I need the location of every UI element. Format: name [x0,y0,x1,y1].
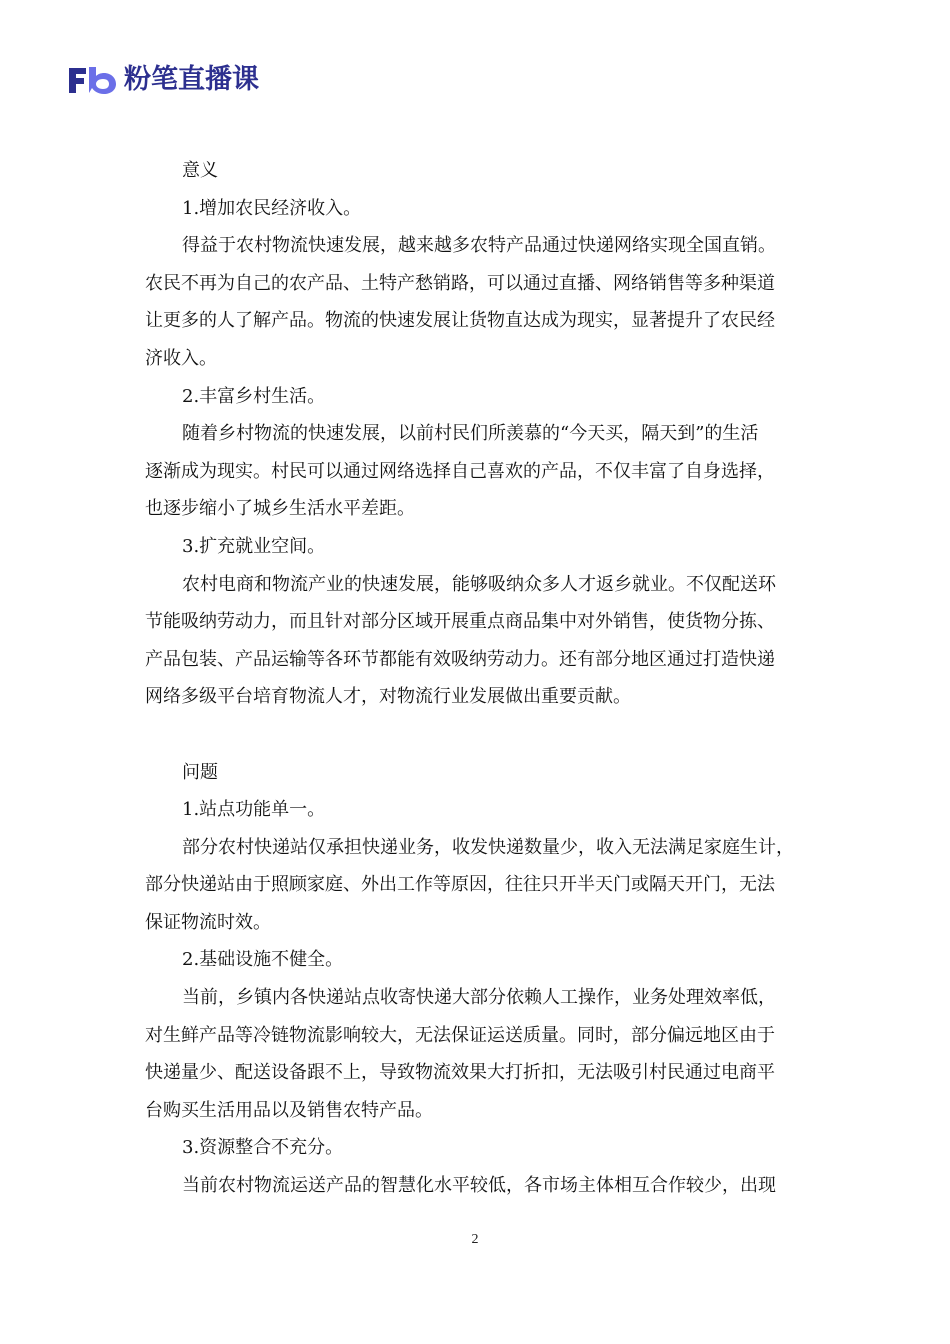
paragraph-line: 让更多的人了解产品。物流的快速发展让货物直达成为现实，显著提升了农民经 [145,310,775,332]
page-number: 2 [471,1232,479,1247]
section-title-significance: 意义 [182,160,218,181]
paragraph-line: 部分快递站由于照顾家庭、外出工作等原因，往往只开半天门或隔天开门，无法 [145,874,775,896]
paragraph-line: 对生鲜产品等冷链物流影响较大，无法保证运送质量。同时，部分偏远地区由于 [145,1024,775,1046]
item-title: 1.站点功能单一。 [182,799,326,821]
item-title: 1.增加农民经济收入。 [182,197,362,219]
paragraph-line: 得益于农村物流快速发展，越来越多农特产品通过快递网络实现全国直销。 [182,235,776,257]
item-title: 3.扩充就业空间。 [182,535,326,557]
paragraph-line: 济收入。 [145,347,217,369]
paragraph-line: 农民不再为自己的农产品、土特产愁销路，可以通过直播、网络销售等多种渠道 [145,272,775,294]
section-title-problems: 问题 [182,761,218,783]
paragraph-line: 当前农村物流运送产品的智慧化水平较低，各市场主体相互合作较少，出现 [182,1175,776,1197]
item-title: 2.丰富乡村生活。 [182,385,326,407]
item-title: 3.资源整合不充分。 [182,1137,344,1159]
fb-logo-icon [66,64,118,96]
paragraph-line: 台购买生活用品以及销售农特产品。 [145,1099,433,1121]
section-spacer [145,716,810,754]
paragraph-line: 网络多级平台培育物流人才，对物流行业发展做出重要贡献。 [145,686,631,708]
paragraph-line: 农村电商和物流产业的快速发展，能够吸纳众多人才返乡就业。不仅配送环 [182,573,776,595]
paragraph-line: 产品包装、产品运输等各环节都能有效吸纳劳动力。还有部分地区通过打造快递 [145,648,775,670]
item-title: 2.基础设施不健全。 [182,949,344,971]
paragraph-line: 逐渐成为现实。村民可以通过网络选择自己喜欢的产品，不仅丰富了自身选择， [145,460,775,482]
paragraph-line: 当前，乡镇内各快递站点收寄快递大部分依赖人工操作，业务处理效率低， [182,987,776,1009]
paragraph-line: 保证物流时效。 [145,911,271,933]
brand-logo [66,60,259,100]
paragraph-line: 快递量少、配送设备跟不上，导致物流效果大打折扣，无法吸引村民通过电商平 [145,1062,775,1084]
document-body [145,152,810,1205]
paragraph-line: 部分农村快递站仅承担快递业务，收发快递数量少，收入无法满足家庭生计， [182,836,794,858]
paragraph-line: 也逐步缩小了城乡生活水平差距。 [145,498,415,520]
paragraph-line: 随着乡村物流的快速发展，以前村民们所羡慕的“今天买，隔天到”的生活 [182,423,759,445]
paragraph-line: 节能吸纳劳动力，而且针对部分区域开展重点商品集中对外销售，使货物分拣、 [145,611,775,633]
logo-text: 粉笔直播课 [124,64,259,95]
